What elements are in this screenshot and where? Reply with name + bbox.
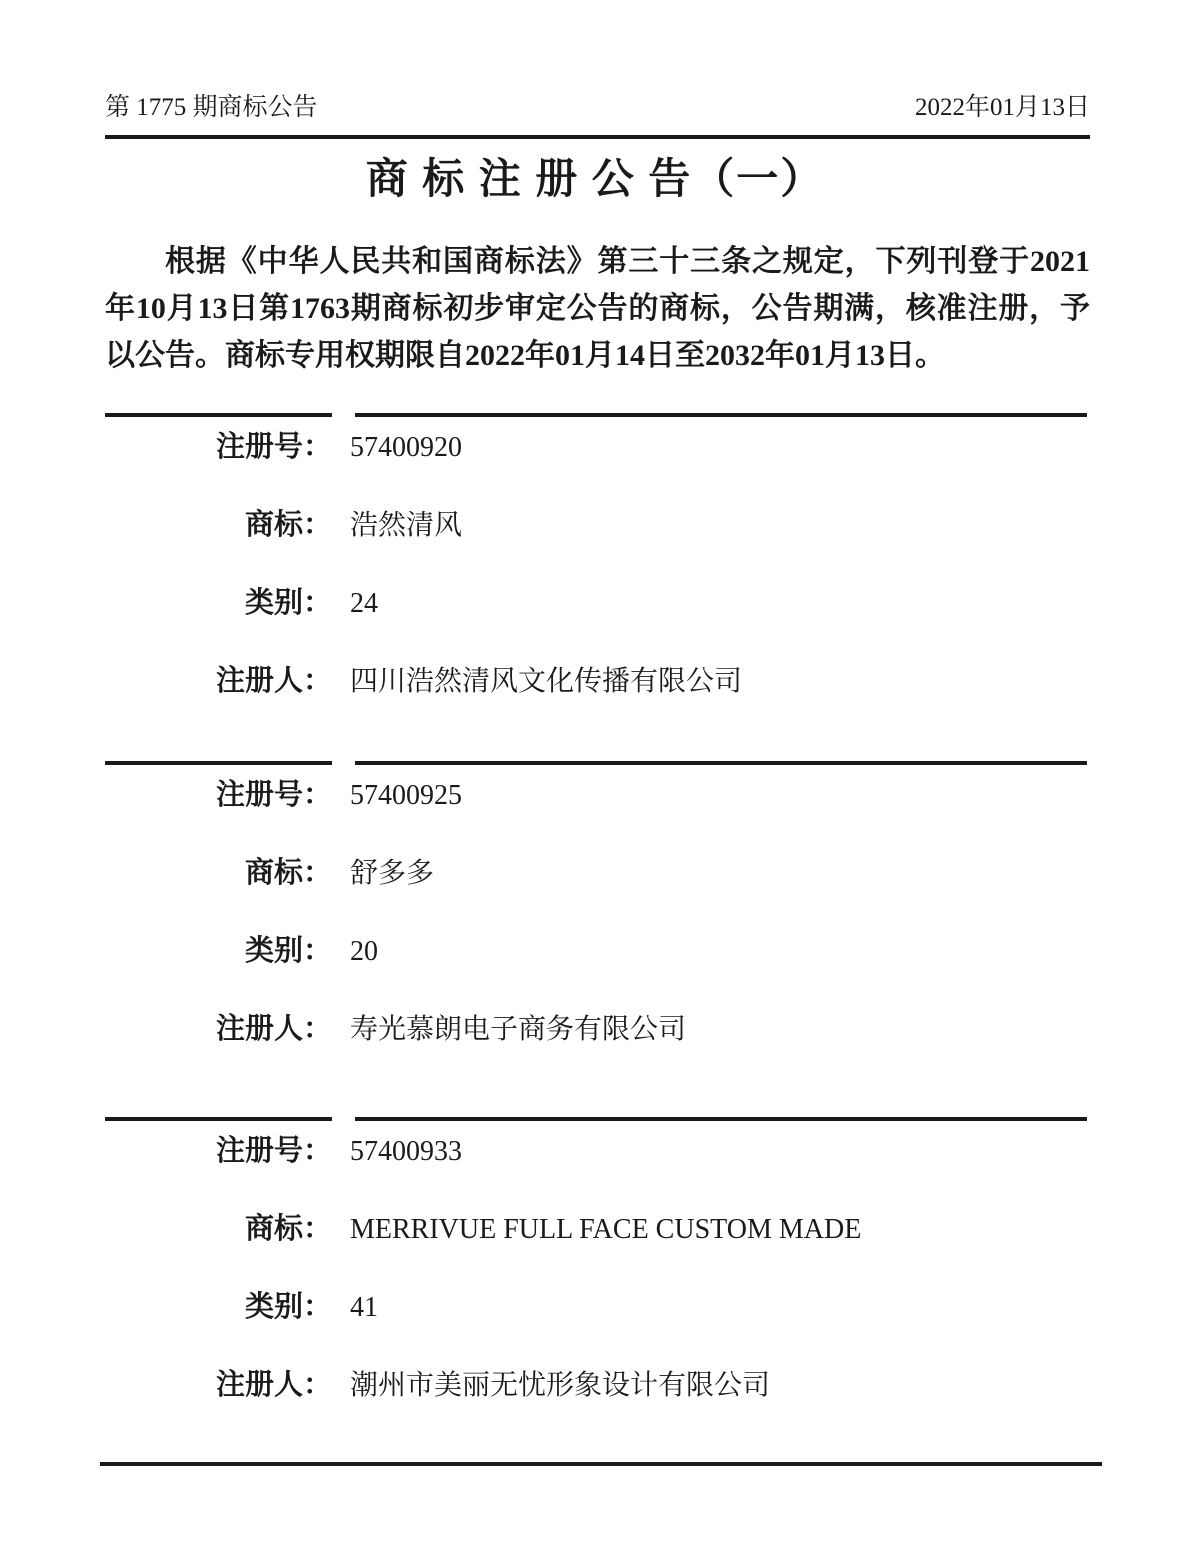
- reg-no-value: 57400920: [350, 432, 462, 463]
- trademark-entry: [105, 1117, 1087, 1403]
- header-issue-label: 第 1775 期商标公告: [105, 94, 318, 121]
- header-rule: [105, 135, 1090, 139]
- trademark-entry: [105, 761, 1087, 1047]
- separator-segment-left: [105, 1117, 332, 1121]
- separator-segment-right: [355, 761, 1087, 765]
- field-row-category: [105, 1289, 1087, 1325]
- trademark-label: 商标：: [244, 509, 332, 541]
- separator-gap: [332, 761, 355, 765]
- page-title: 商 标 注 册 公 告（一）: [365, 157, 825, 203]
- trademark-value: 浩然清风: [350, 510, 463, 541]
- trademark-label: 商标：: [244, 1213, 332, 1245]
- field-row-registrant: [105, 1367, 1087, 1403]
- reg-no-label: 注册号：: [215, 779, 332, 811]
- field-row-category: [105, 933, 1087, 969]
- intro-paragraph: 根据《中华人民共和国商标法》第三十三条之规定，下列刊登于2021年10月13日第1763期商标初步审定公告的商标，公告期满，核准注册，予以公告。商标专用权期限自2022年01月14日至2032年01月13日。: [105, 245, 1090, 372]
- category-value: 20: [350, 936, 378, 967]
- registrant-label: 注册人：: [215, 1013, 332, 1045]
- registrant-label: 注册人：: [215, 1369, 332, 1401]
- registrant-value: 潮州市美丽无忧形象设计有限公司: [350, 1370, 771, 1401]
- registrant-label: 注册人：: [215, 665, 332, 697]
- category-value: 24: [350, 588, 378, 619]
- field-row-reg-no: [105, 1133, 1087, 1169]
- trademark-entry: [105, 413, 1087, 699]
- separator-gap: [332, 413, 355, 417]
- reg-no-label: 注册号：: [215, 1135, 332, 1167]
- separator-gap: [332, 1117, 355, 1121]
- trademark-label: 商标：: [244, 857, 332, 889]
- field-row-registrant: [105, 1011, 1087, 1047]
- registrant-value: 四川浩然清风文化传播有限公司: [350, 666, 743, 697]
- reg-no-label: 注册号：: [215, 431, 332, 463]
- separator-segment-left: [105, 761, 332, 765]
- entry-separator-rule: [105, 1117, 1087, 1121]
- field-row-trademark: [105, 1211, 1087, 1247]
- field-row-reg-no: [105, 777, 1087, 813]
- field-row-registrant: [105, 663, 1087, 699]
- separator-segment-right: [355, 1117, 1087, 1121]
- category-value: 41: [350, 1292, 378, 1323]
- field-row-category: [105, 585, 1087, 621]
- page-bottom-rule: [100, 1462, 1102, 1466]
- field-row-trademark: [105, 507, 1087, 543]
- trademark-value: 舒多多: [350, 858, 435, 889]
- entry-separator-rule: [105, 413, 1087, 417]
- trademark-value: MERRIVUE FULL FACE CUSTOM MADE: [350, 1214, 862, 1245]
- category-label: 类别：: [244, 935, 332, 967]
- field-row-trademark: [105, 855, 1087, 891]
- header-date: 2022年01月13日: [914, 94, 1090, 121]
- separator-segment-right: [355, 413, 1087, 417]
- entry-separator-rule: [105, 761, 1087, 765]
- registrant-value: 寿光慕朗电子商务有限公司: [350, 1014, 687, 1045]
- category-label: 类别：: [244, 587, 332, 619]
- category-label: 类别：: [244, 1291, 332, 1323]
- reg-no-value: 57400925: [350, 780, 462, 811]
- field-row-reg-no: [105, 429, 1087, 465]
- reg-no-value: 57400933: [350, 1136, 462, 1167]
- separator-segment-left: [105, 413, 332, 417]
